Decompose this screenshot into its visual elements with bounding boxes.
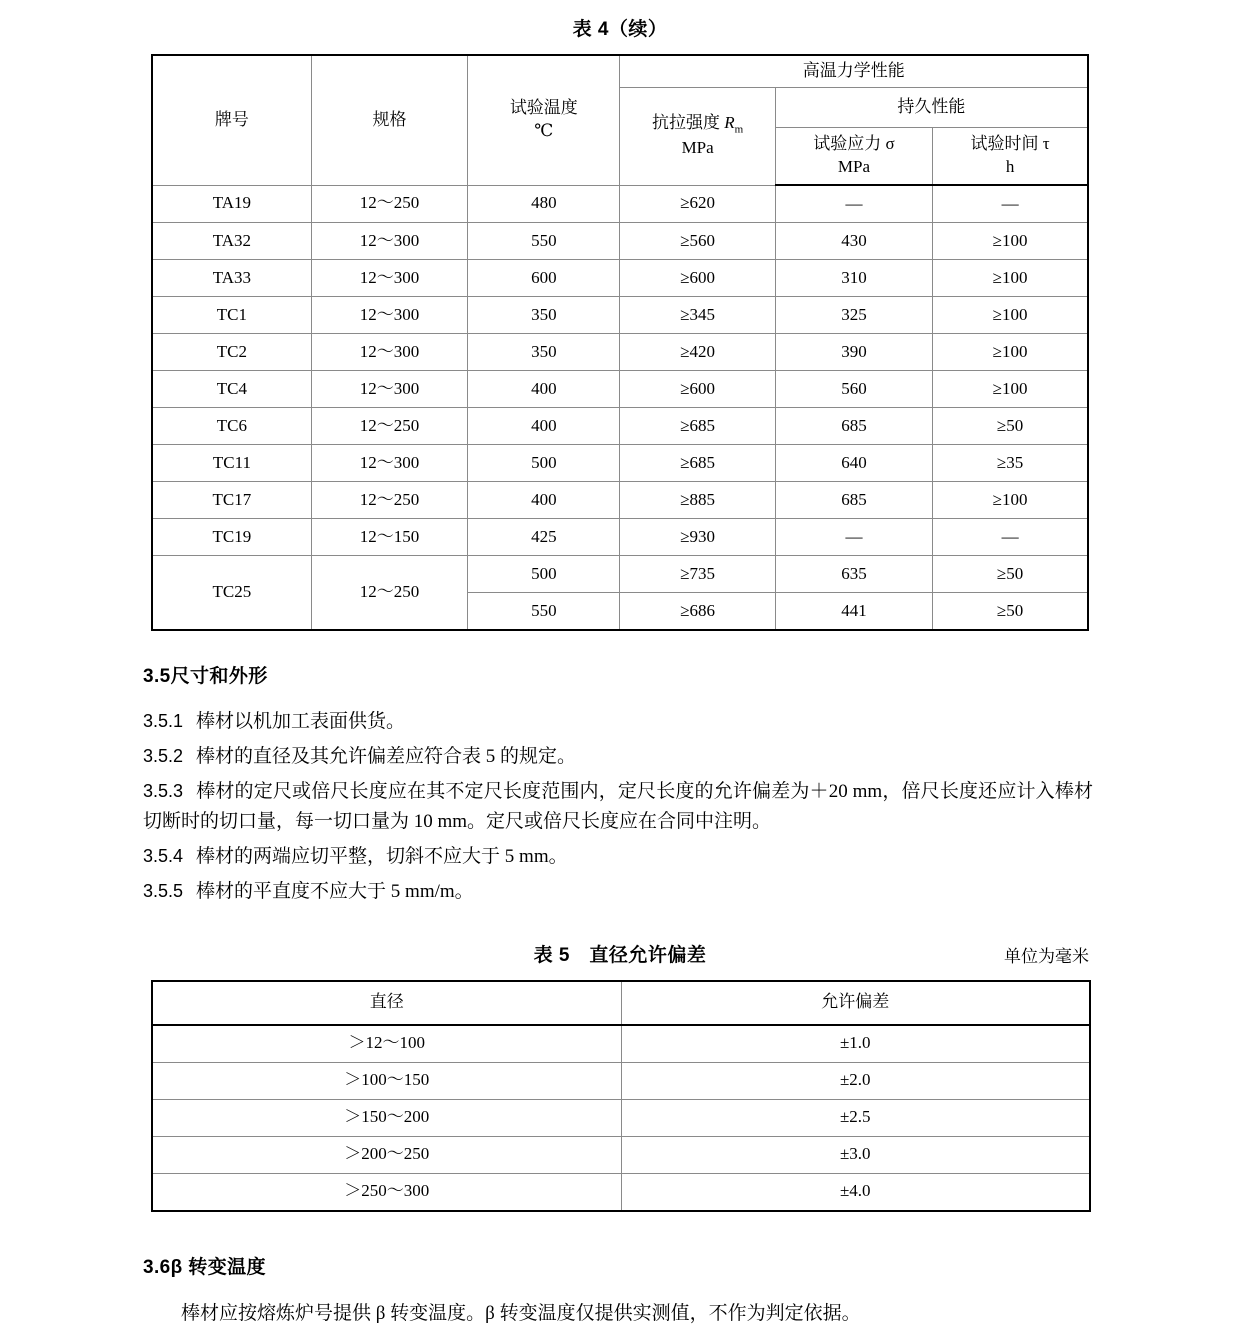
clause-3-5-5 (143, 877, 1093, 912)
table4-cell-spec: 12～300 (311, 334, 467, 371)
table4-cell-temp: 500 (468, 445, 620, 482)
table4-cell-temp: 425 (468, 519, 620, 556)
clause-text: 棒材的平直度不应大于 5 mm/m。 (196, 880, 474, 902)
table4-cell-time: ≥100 (933, 260, 1088, 297)
table4-cell-stress: 390 (775, 334, 932, 371)
clause-3-5-4 (143, 842, 1093, 877)
table5-unit-note: 单位为毫米 (1004, 946, 1089, 966)
table4-header-group-high-temp: 高温力学性能 (620, 55, 1088, 88)
clause-number: 3.5.2 (143, 745, 184, 766)
table-row (152, 482, 1088, 519)
table-row (152, 260, 1088, 297)
section-3-5-clauses (0, 707, 1240, 912)
table4-cell-time: ≥100 (933, 297, 1088, 334)
table4-cell-temp: 480 (468, 185, 620, 223)
table4-header-test-temperature-label: 试验温度 (509, 98, 578, 118)
table5-cell-tolerance: ±2.0 (621, 1062, 1090, 1099)
table4-cell-temp: 550 (468, 593, 620, 631)
table4-cell-rm: ≥620 (620, 185, 775, 223)
table4-header-test-temperature (468, 55, 620, 185)
table5 (151, 980, 1091, 1212)
table4-cell-brand: TC19 (152, 519, 311, 556)
table4-header-tensile-unit: MPa (681, 138, 714, 158)
table4-cell-temp: 600 (468, 260, 620, 297)
table4-cell-temp: 400 (468, 408, 620, 445)
table4-cell-rm: ≥685 (620, 408, 775, 445)
table4-cell-stress: — (775, 519, 932, 556)
table4-cell-spec: 12～300 (311, 445, 467, 482)
table4-header-group-endurance: 持久性能 (775, 88, 1088, 128)
table4-cell-spec: 12～250 (311, 408, 467, 445)
table4-caption: 表 4（续） (572, 19, 668, 40)
table4-cell-brand: TC1 (152, 297, 311, 334)
table4-header-test-time-unit: h (1005, 157, 1015, 176)
section-3-6-paragraph: 棒材应按熔炼炉号提供 β 转变温度。β 转变温度仅提供实测值，不作为判定依据。 (181, 1302, 861, 1324)
table4 (151, 54, 1089, 631)
table-row (152, 297, 1088, 334)
table5-caption-row (151, 912, 1089, 980)
table5-cell-tolerance: ±2.5 (621, 1099, 1090, 1136)
clause-3-5-2 (143, 742, 1093, 777)
table4-cell-rm: ≥600 (620, 260, 775, 297)
clause-number: 3.5.4 (143, 846, 184, 867)
table5-caption: 表 5 直径允许偏差 (533, 944, 707, 966)
table4-cell-time: ≥100 (933, 371, 1088, 408)
table4-cell-time: ≥50 (933, 556, 1088, 593)
table4-header-spec: 规格 (311, 55, 467, 185)
table4-cell-temp: 400 (468, 482, 620, 519)
table-row (152, 185, 1088, 223)
table-row (152, 1062, 1090, 1099)
table4-header-tensile-symbol: R (724, 113, 735, 133)
table4-header-tensile-strength (620, 88, 775, 186)
table4-header-test-temperature-unit: ℃ (534, 121, 554, 141)
clause-text: 棒材以机加工表面供货。 (196, 711, 406, 732)
table4-cell-brand: TC25 (152, 556, 311, 631)
table5-cell-diameter: ＞100～150 (152, 1062, 621, 1099)
table4-cell-spec: 12～250 (311, 185, 467, 223)
table4-cell-stress: 640 (775, 445, 932, 482)
table-row (152, 556, 1088, 593)
table5-wrapper (151, 980, 1089, 1212)
table4-header-test-stress (775, 128, 932, 186)
section-3-5-title: 尺寸和外形 (170, 666, 268, 687)
table4-cell-temp: 400 (468, 371, 620, 408)
table4-cell-stress: 685 (775, 408, 932, 445)
table4-cell-brand: TC17 (152, 482, 311, 519)
section-3-6-heading (143, 1212, 1240, 1299)
table5-cell-tolerance: ±1.0 (621, 1025, 1090, 1063)
table4-cell-time: ≥50 (933, 593, 1088, 631)
clause-3-5-1 (143, 707, 1093, 742)
table4-cell-rm: ≥930 (620, 519, 775, 556)
table5-cell-diameter: ＞12～100 (152, 1025, 621, 1063)
table4-cell-rm: ≥600 (620, 371, 775, 408)
clause-text: 棒材的定尺或倍尺长度应在其不定尺长度范围内，定尺长度的允许偏差为＋20 mm，倍尺长度还应计入棒材切断时的切口量，每一切口量为 10 mm。定尺或倍尺长度应在合同中注明。 (143, 780, 1093, 833)
table-row (152, 371, 1088, 408)
table4-cell-stress: 685 (775, 482, 932, 519)
table4-cell-stress: 430 (775, 223, 932, 260)
table4-cell-temp: 500 (468, 556, 620, 593)
table4-cell-stress: 560 (775, 371, 932, 408)
table4-cell-rm: ≥685 (620, 445, 775, 482)
table4-header-tensile-subscript: m (734, 123, 744, 136)
table4-cell-temp: 350 (468, 297, 620, 334)
table5-header-row (152, 981, 1090, 1025)
section-3-5-heading (143, 631, 1240, 707)
table4-cell-spec: 12～150 (311, 519, 467, 556)
section-3-6-title: β 转变温度 (170, 1256, 266, 1278)
table4-cell-brand: TC6 (152, 408, 311, 445)
table4-cell-time: ≥50 (933, 408, 1088, 445)
table4-header-test-time-label: 试验时间 τ (970, 134, 1050, 154)
section-3-5-number: 3.5 (143, 666, 171, 687)
table4-cell-brand: TC2 (152, 334, 311, 371)
table-row (152, 408, 1088, 445)
table-row (152, 445, 1088, 482)
table4-cell-brand: TA33 (152, 260, 311, 297)
table4-header-test-time (933, 128, 1088, 186)
table4-cell-temp: 550 (468, 223, 620, 260)
table5-body (152, 1025, 1090, 1211)
table4-cell-rm: ≥560 (620, 223, 775, 260)
table-row (152, 1025, 1090, 1063)
clause-number: 3.5.3 (143, 780, 184, 801)
table4-wrapper (151, 54, 1089, 631)
table4-cell-rm: ≥735 (620, 556, 775, 593)
table4-cell-time: — (933, 185, 1088, 223)
clause-text: 棒材的两端应切平整，切斜不应大于 5 mm。 (196, 846, 568, 868)
clause-number: 3.5.5 (143, 880, 184, 901)
table4-cell-spec: 12～250 (311, 556, 467, 631)
table4-cell-brand: TA32 (152, 223, 311, 260)
table5-cell-tolerance: ±3.0 (621, 1136, 1090, 1173)
table4-cell-spec: 12～250 (311, 482, 467, 519)
table4-cell-temp: 350 (468, 334, 620, 371)
table-row (152, 1099, 1090, 1136)
table4-cell-spec: 12～300 (311, 260, 467, 297)
table4-cell-stress: 310 (775, 260, 932, 297)
table4-header-test-stress-unit: MPa (837, 157, 871, 176)
table5-header-diameter: 直径 (152, 981, 621, 1025)
table4-header-test-stress-label: 试验应力 σ (813, 134, 895, 154)
table4-cell-time: ≥100 (933, 334, 1088, 371)
table4-cell-time: ≥100 (933, 223, 1088, 260)
table4-cell-stress: — (775, 185, 932, 223)
table4-cell-stress: 325 (775, 297, 932, 334)
table4-header-brand: 牌号 (152, 55, 311, 185)
table4-cell-rm: ≥885 (620, 482, 775, 519)
table5-cell-tolerance: ±4.0 (621, 1173, 1090, 1211)
clause-number: 3.5.1 (143, 711, 184, 731)
table4-header-row-1 (152, 55, 1088, 88)
table4-header-tensile-label: 抗拉强度 (652, 113, 725, 133)
table-row (152, 1173, 1090, 1211)
table4-cell-brand: TC11 (152, 445, 311, 482)
table5-cell-diameter: ＞200～250 (152, 1136, 621, 1173)
table4-cell-time: — (933, 519, 1088, 556)
table-row (152, 519, 1088, 556)
table-row (152, 223, 1088, 260)
table4-cell-stress: 635 (775, 556, 932, 593)
table4-cell-spec: 12～300 (311, 223, 467, 260)
table4-cell-brand: TC4 (152, 371, 311, 408)
table4-cell-spec: 12～300 (311, 371, 467, 408)
table5-header-tolerance: 允许偏差 (621, 981, 1090, 1025)
table4-cell-time: ≥100 (933, 482, 1088, 519)
table-row (152, 334, 1088, 371)
section-3-6-number: 3.6 (143, 1256, 171, 1278)
table4-cell-brand: TA19 (152, 185, 311, 223)
table-row (152, 1136, 1090, 1173)
table4-cell-time: ≥35 (933, 445, 1088, 482)
table4-cell-rm: ≥345 (620, 297, 775, 334)
table4-cell-rm: ≥686 (620, 593, 775, 631)
table5-cell-diameter: ＞150～200 (152, 1099, 621, 1136)
table4-cell-rm: ≥420 (620, 334, 775, 371)
table4-cell-stress: 441 (775, 593, 932, 631)
clause-text: 棒材的直径及其允许偏差应符合表 5 的规定。 (196, 745, 577, 767)
clause-3-5-3 (143, 777, 1093, 843)
table4-cell-spec: 12～300 (311, 297, 467, 334)
table5-cell-diameter: ＞250～300 (152, 1173, 621, 1211)
table4-body (152, 185, 1088, 630)
